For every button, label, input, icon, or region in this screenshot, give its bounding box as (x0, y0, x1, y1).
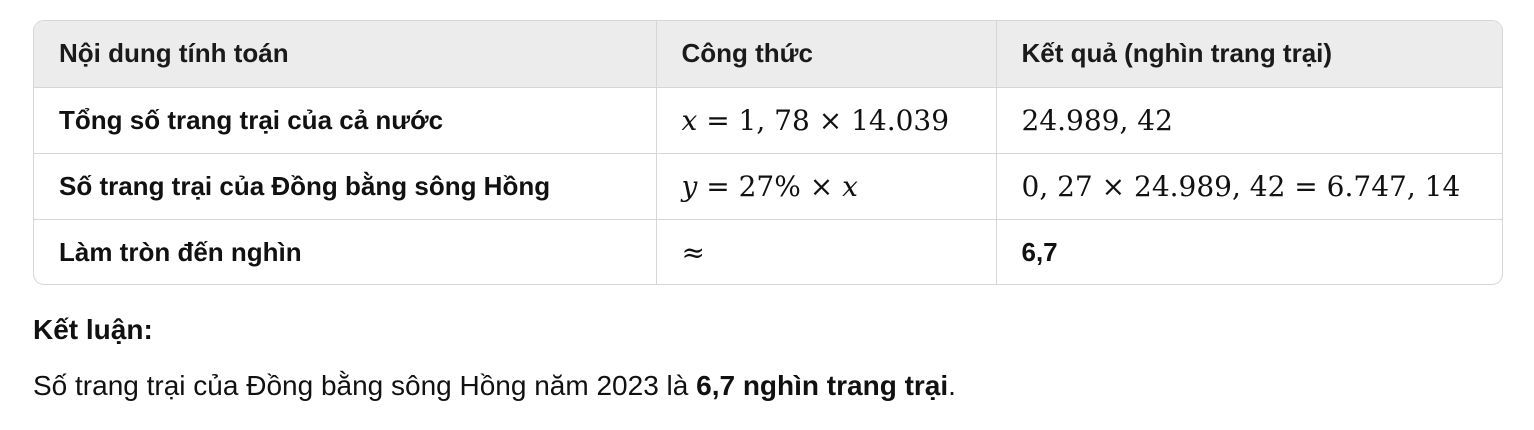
row-label: Số trang trại của Đồng bằng sông Hồng (34, 153, 656, 219)
table-row (34, 87, 1502, 153)
row-result: 24.989, 42 (996, 87, 1502, 153)
conclusion-text-after: . (948, 370, 956, 401)
table-header-row (34, 21, 1502, 87)
row-result: 6,7 (1021, 236, 1058, 267)
formula-variable-2: x (842, 169, 858, 203)
formula-expression: = 27% × (697, 169, 843, 203)
conclusion-title: Kết luận: (33, 314, 153, 345)
calculation-table (33, 20, 1503, 285)
conclusion-text (33, 370, 956, 402)
table-row (34, 219, 1502, 285)
formula-variable: x (681, 103, 698, 137)
formula-variable: y (681, 169, 698, 203)
header-formula: Công thức (656, 21, 996, 87)
conclusion-highlight: 6,7 nghìn trang trại (696, 370, 949, 401)
header-result: Kết quả (nghìn trang trại) (996, 21, 1502, 87)
header-content: Nội dung tính toán (34, 21, 656, 87)
row-result: 0, 27 × 24.989, 42 = 6.747, 14 (996, 153, 1502, 219)
row-formula (656, 87, 996, 153)
row-label: Làm tròn đến nghìn (34, 219, 656, 285)
formula-expression: = 1, 78 × 14.039 (697, 103, 950, 137)
row-formula (656, 219, 996, 285)
conclusion-text-before: Số trang trại của Đồng bằng sông Hồng năm 2023 là (33, 370, 697, 401)
row-label: Tổng số trang trại của cả nước (34, 87, 656, 153)
calculation-table-grid (34, 21, 1502, 285)
row-formula (656, 153, 996, 219)
table-row (34, 153, 1502, 219)
approx-symbol: ≈ (681, 235, 705, 269)
